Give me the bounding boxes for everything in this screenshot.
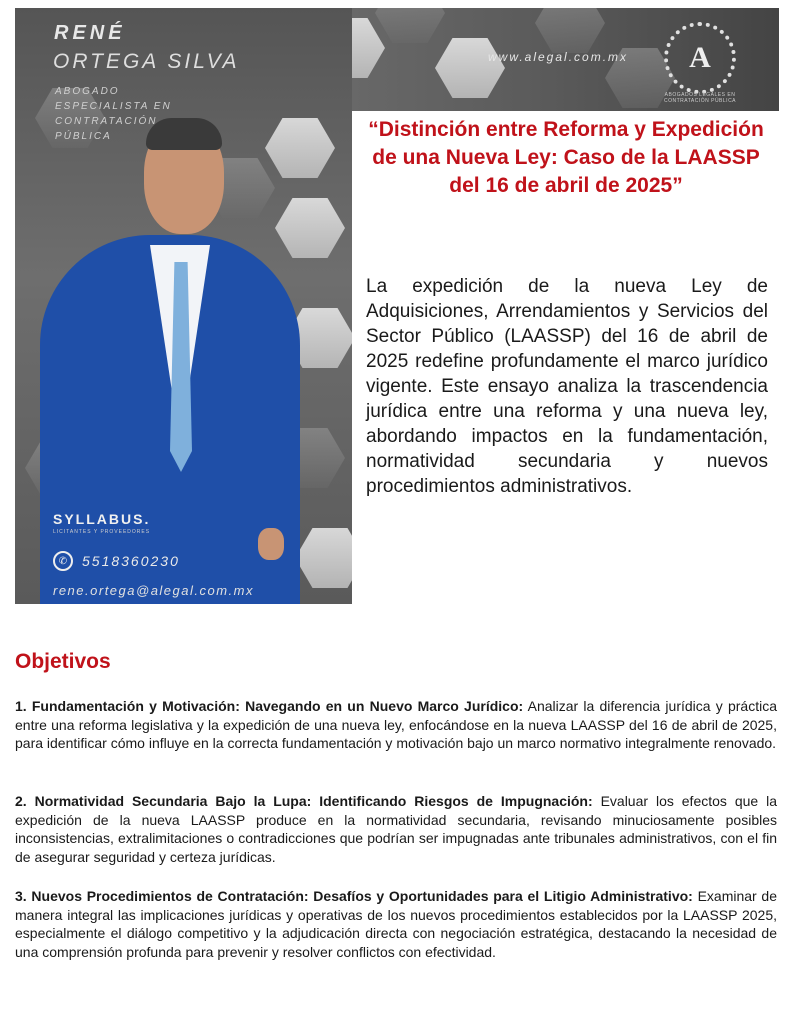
objectives-heading: Objetivos <box>15 650 111 673</box>
whatsapp-icon: ✆ <box>53 551 73 571</box>
phone-number[interactable]: 5518360230 <box>82 553 180 569</box>
author-first-name: RENÉ <box>54 22 126 44</box>
objective-title: 3. Nuevos Procedimientos de Contratación: Desafíos y Oportunidades para el Litigio Administrativo: <box>15 888 693 904</box>
objective-item <box>15 887 777 961</box>
article-title: “Distinción entre Reforma y Expedición de una Nueva Ley: Caso de la LAASSP del 16 de abril de 2025” <box>368 118 764 197</box>
author-role: ABOGADO ESPECIALISTA EN CONTRATACIÓN PÚBLICA <box>55 86 172 142</box>
website-link[interactable]: www.alegal.com.mx <box>488 50 629 64</box>
syllabus-subtitle: LICITANTES Y PROVEEDORES <box>53 529 151 535</box>
author-last-name: ORTEGA SILVA <box>53 50 240 73</box>
objective-item <box>15 697 777 753</box>
objective-item <box>15 792 777 866</box>
article-intro: La expedición de la nueva Ley de Adquisiciones, Arrendamientos y Servicios del Sector Público (LAASSP) del 16 de abril de 2025 redefine profundamente el marco jurídico vigente. Este ensayo analiza la trascendencia jurídica entre una reforma y una nueva ley, abordando impactos en la fundamentación, normatividad secundaria y nuevos procedimientos administrativos. <box>366 276 768 497</box>
objective-text: Examinar de manera integral las implicaciones jurídicas y operativas de los nuevos procedimientos establecidos por la LAASSP 2025, especialmente el diálogo competitivo y la adjudicación directa con negociación estratégica, destacando la necesidad de una comprensión profunda para prevenir y resolver conflictos con efectividad. <box>15 888 778 960</box>
firm-logo <box>664 22 736 94</box>
syllabus-brand: SYLLABUS. <box>53 511 151 527</box>
person-hand <box>258 528 284 560</box>
objective-title: 2. Normatividad Secundaria Bajo la Lupa: Identificando Riesgos de Impugnación: <box>15 793 593 809</box>
logo-letter: A <box>689 41 711 74</box>
email-address[interactable]: rene.ortega@alegal.com.mx <box>53 583 254 598</box>
logo-caption: ABOGADOS LEGALES EN CONTRATACIÓN PÚBLICA <box>663 92 737 104</box>
objective-text: Evaluar los efectos que la expedición de la nueva LAASSP produce en la normatividad secundaria, revisando minuciosamente posibles inconsistencias, extralimitaciones o contradicciones que podrían ser impugnadas ante tribunales administrativos, con el fin de asegurar seguridad y certeza jurídicas. <box>15 793 777 865</box>
objective-text: Analizar la diferencia jurídica y práctica entre una reforma legislativa y la expedición de una nueva ley, enfocándose en la nueva LAASSP del 16 de abril de 2025, para identificar cómo influye en la correcta fundamentación y motivación bajo un marco normativo integralmente renovado. <box>15 698 778 751</box>
objective-title: 1. Fundamentación y Motivación: Navegando en un Nuevo Marco Jurídico: <box>15 698 524 714</box>
